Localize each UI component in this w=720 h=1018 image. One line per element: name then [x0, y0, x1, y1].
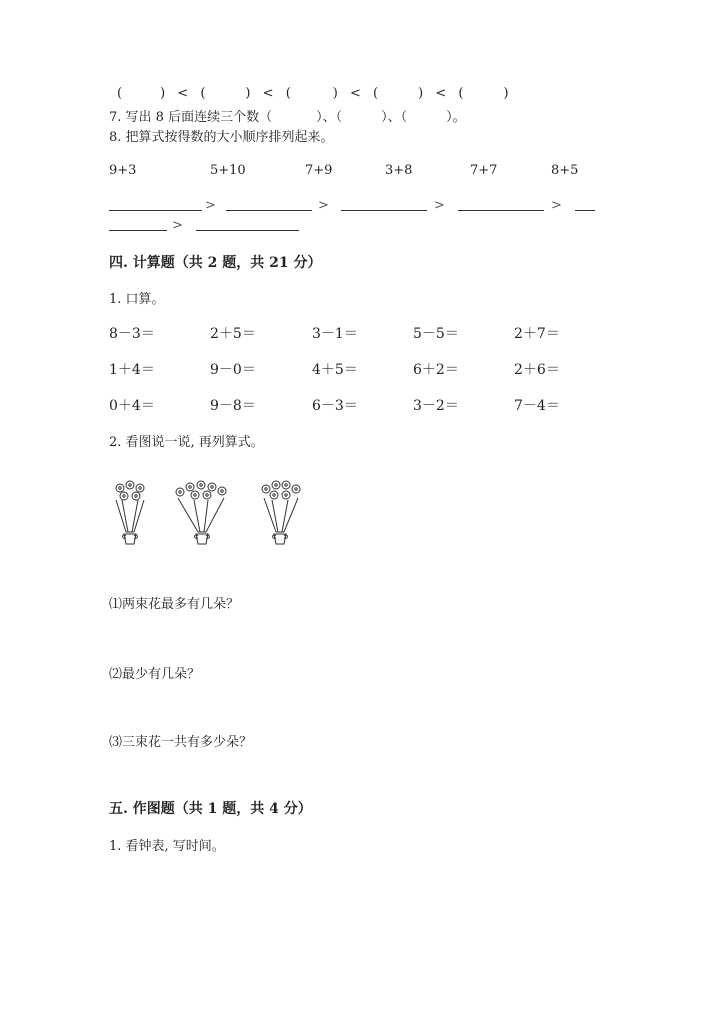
flower-icon: [282, 491, 290, 499]
calc-r1-c2: 2＋5＝: [210, 326, 256, 342]
q6-close-4: ): [418, 86, 424, 101]
q8-blank-5b[interactable]: [109, 230, 167, 231]
q6-open-5: (: [458, 86, 464, 101]
bouquet-2: [170, 478, 236, 553]
calc-r3-c5: 7－4＝: [514, 398, 560, 414]
q8-expr-2: 5+10: [210, 163, 246, 178]
q6-open-3: (: [285, 86, 291, 101]
flower-icon: [203, 491, 211, 499]
q8-blank-5a[interactable]: [575, 210, 595, 211]
q8-gt-5: >: [172, 218, 183, 233]
flower-icon: [186, 483, 194, 491]
flower-icon: [282, 481, 290, 489]
q7-text: 7. 写出 8 后面连续三个数（: [109, 110, 273, 125]
q6-chain: [117, 86, 509, 101]
q7-line: [109, 106, 466, 125]
calc-r2-c2: 9－0＝: [210, 362, 256, 378]
calc-r1-c5: 2＋7＝: [514, 326, 560, 342]
q6-lt-4: <: [435, 86, 447, 101]
calc-r3-c4: 3－2＝: [413, 398, 459, 414]
s4-q2-sub1: ⑴两束花最多有几朵？: [109, 597, 240, 612]
calc-r3-c3: 6－3＝: [312, 398, 358, 414]
calc-r2-c1: 1＋4＝: [109, 362, 155, 378]
bouquet-1: [102, 478, 158, 553]
q6-open-2: (: [200, 86, 206, 101]
q8-gt-2: >: [318, 198, 329, 213]
q8-expr-3: 7+9: [305, 163, 333, 178]
q6-close-5: ): [503, 86, 509, 101]
q6-open-1: (: [117, 86, 123, 101]
q8-title: 8. 把算式按得数的大小顺序排列起来。: [109, 130, 334, 145]
calc-r1-c4: 5－5＝: [413, 326, 459, 342]
s4-q2-sub2: ⑵最少有几朵？: [109, 667, 201, 682]
q6-lt-3: <: [349, 86, 361, 101]
q8-blank-6[interactable]: [196, 230, 299, 231]
q8-blank-4[interactable]: [458, 210, 544, 211]
flower-icon: [176, 488, 184, 496]
q8-expr-6: 8+5: [551, 163, 579, 178]
flower-icon: [116, 484, 124, 492]
q8-expr-4: 3+8: [385, 163, 413, 178]
section4-title: 四. 计算题（共 2 题，共 21 分）: [109, 255, 322, 271]
q8-blank-3[interactable]: [341, 210, 427, 211]
flower-icon: [136, 484, 144, 492]
calc-r2-c5: 2＋6＝: [514, 362, 560, 378]
q6-lt-2: <: [262, 86, 274, 101]
bouquet-3: [252, 478, 308, 553]
q8-gt-3: >: [434, 198, 445, 213]
calc-r1-c1: 8－3＝: [109, 326, 155, 342]
flower-icon: [132, 492, 140, 500]
s4-q1-title: 1. 口算。: [109, 292, 165, 307]
flower-icon: [270, 491, 278, 499]
q6-close-2: ): [245, 86, 251, 101]
s5-q1-title: 1. 看钟表, 写时间。: [109, 839, 225, 854]
calc-r2-c4: 6＋2＝: [413, 362, 459, 378]
flower-icon: [218, 487, 226, 495]
flower-icon: [191, 491, 199, 499]
flower-icon: [292, 485, 300, 493]
q8-expr-1: 9+3: [109, 163, 137, 178]
q6-close-1: ): [160, 86, 166, 101]
q6-lt-1: <: [177, 86, 189, 101]
q6-close-3: ): [332, 86, 338, 101]
calc-r2-c3: 4＋5＝: [312, 362, 358, 378]
q8-expr-5: 7+7: [470, 163, 498, 178]
flower-icon: [272, 481, 280, 489]
s4-q2-title: 2. 看图说一说, 再列算式。: [109, 435, 264, 450]
q8-gt-1: >: [205, 198, 216, 213]
flower-icon: [120, 492, 128, 500]
calc-r3-c2: 9－8＝: [210, 398, 256, 414]
flower-icon: [197, 481, 205, 489]
flower-icon: [208, 483, 216, 491]
flower-icon: [126, 481, 134, 489]
section5-title: 五. 作图题（共 1 题，共 4 分）: [109, 801, 312, 817]
flower-icon: [262, 485, 270, 493]
q8-blank-2[interactable]: [226, 210, 312, 211]
calc-r3-c1: 0＋4＝: [109, 398, 155, 414]
q8-gt-4: >: [551, 198, 562, 213]
q8-blank-1[interactable]: [109, 210, 202, 211]
s4-q2-sub3: ⑶三束花一共有多少朵？: [109, 735, 253, 750]
calc-r1-c3: 3－1＝: [312, 326, 358, 342]
q7-blanks: ）、（ ）、（ ）。: [316, 110, 466, 125]
q6-open-4: (: [373, 86, 379, 101]
